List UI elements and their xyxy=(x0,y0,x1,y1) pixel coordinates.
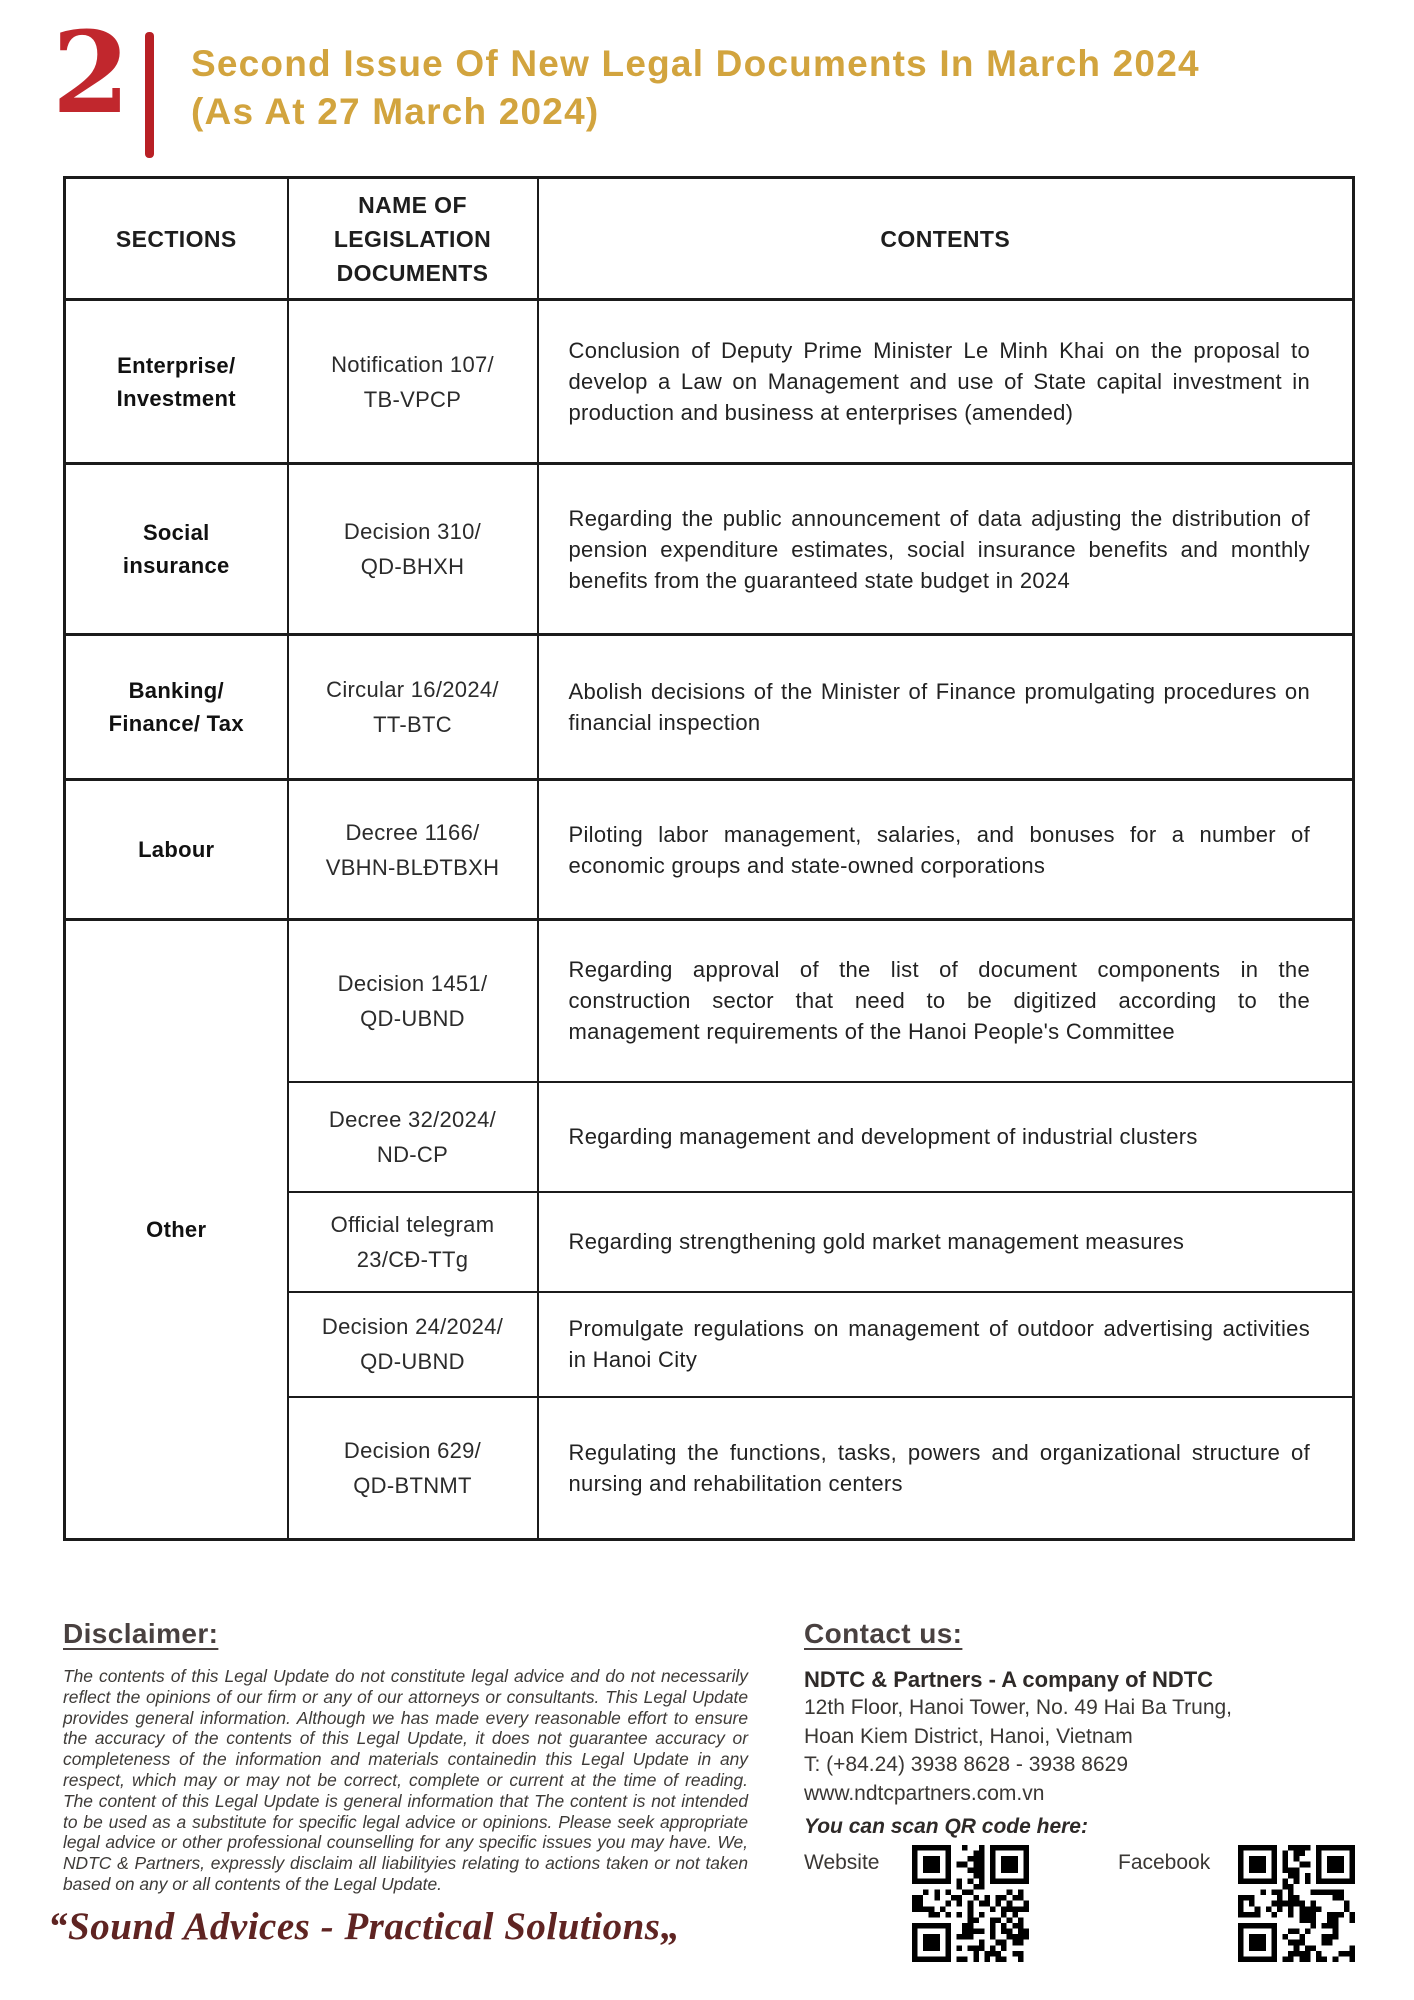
section-cell-social-insurance: Social insurance xyxy=(65,464,288,635)
page-title-line1: Second Issue Of New Legal Documents In March 2024 xyxy=(191,43,1200,84)
qr-row xyxy=(804,1845,1369,1975)
table-row xyxy=(65,635,1354,780)
table-row xyxy=(65,780,1354,920)
contents-cell: Abolish decisions of the Minister of Finance promulgating procedures on financial inspection xyxy=(538,635,1354,780)
red-accent-bar xyxy=(145,32,154,158)
document-name-cell: Notification 107/ TB-VPCP xyxy=(288,300,538,464)
page-title-line2: (As At 27 March 2024) xyxy=(191,91,600,132)
website-qr-code xyxy=(912,1845,1029,1962)
facebook-qr-label: Facebook xyxy=(1118,1851,1211,1874)
table-row xyxy=(65,920,1354,1082)
section-cell-labour: Labour xyxy=(65,780,288,920)
contents-cell: Promulgate regulations on management of outdoor advertising activities in Hanoi City xyxy=(538,1292,1354,1397)
document-name-cell: Decision 310/ QD-BHXH xyxy=(288,464,538,635)
website-url[interactable]: www.ndtcpartners.com.vn xyxy=(804,1781,1045,1805)
column-header-legislation-documents: NAME OF LEGISLATION DOCUMENTS xyxy=(288,178,538,300)
legislation-table xyxy=(63,176,1355,1541)
facebook-qr-code xyxy=(1238,1845,1355,1962)
document-name-cell: Decree 32/2024/ ND-CP xyxy=(288,1082,538,1192)
section-cell-enterprise-investment: Enterprise/ Investment xyxy=(65,300,288,464)
disclaimer-section xyxy=(63,1618,748,1895)
disclaimer-body: The contents of this Legal Update do not constitute legal advice and do not necessarily reflect the opinions of our firm or any of our attorneys or consultants. This Legal Update provides general information. Although we has made every reasonable effort to ensure the accuracy of the contents of this Legal Update, it does not guarantee accuracy or completeness of the information and materials containedin this Legal Update in any respect, which may or may not be correct, complete or current at the time of reading. The content of this Legal Update is general information that The content is not intended to be used as a substitute for specific legal advice or opinions. Please seek appropriate legal advice or other professional counselling for any specific issues you may have. We, NDTC & Partners, expressly disclaim all liabilityies relating to actions taken or not taken based on any or all contents of the Legal Update. xyxy=(63,1666,748,1894)
document-name-cell: Decision 629/ QD-BTNMT xyxy=(288,1397,538,1540)
phone-number: T: (+84.24) 3938 8628 - 3938 8629 xyxy=(804,1753,1129,1776)
section-cell-other: Other xyxy=(65,920,288,1540)
document-name-cell: Decision 24/2024/ QD-UBND xyxy=(288,1292,538,1397)
tagline: “Sound Advices - Practical Solutions„ xyxy=(48,1905,681,1948)
table-row xyxy=(65,464,1354,635)
contents-cell: Regarding management and development of industrial clusters xyxy=(538,1082,1354,1192)
address-line-1: 12th Floor, Hanoi Tower, No. 49 Hai Ba Trung, xyxy=(804,1696,1233,1719)
page-title xyxy=(191,40,1341,136)
disclaimer-heading: Disclaimer: xyxy=(63,1618,219,1649)
contents-cell: Regarding the public announcement of data adjusting the distribution of pension expenditure estimates, social insurance benefits and monthly benefits from the guaranteed state budget in 2024 xyxy=(538,464,1354,635)
company-name: NDTC & Partners - A company of NDTC xyxy=(804,1667,1214,1692)
contents-cell: Piloting labor management, salaries, and bonuses for a number of economic groups and state-owned corporations xyxy=(538,780,1354,920)
page-number: 2 xyxy=(52,8,130,139)
column-header-contents: CONTENTS xyxy=(538,178,1354,300)
qr-prompt: You can scan QR code here: xyxy=(804,1815,1088,1838)
document-name-cell: Decree 1166/ VBHN-BLĐTBXH xyxy=(288,780,538,920)
column-header-sections: SECTIONS xyxy=(65,178,288,300)
section-cell-banking-finance-tax: Banking/ Finance/ Tax xyxy=(65,635,288,780)
website-qr-label: Website xyxy=(804,1851,880,1874)
contents-cell: Regulating the functions, tasks, powers and organizational structure of nursing and rehabilitation centers xyxy=(538,1397,1354,1540)
contents-cell: Regarding approval of the list of document components in the construction sector that need to be digitized according to the management requirements of the Hanoi People's Committee xyxy=(538,920,1354,1082)
contents-cell: Conclusion of Deputy Prime Minister Le Minh Khai on the proposal to develop a Law on Management and use of State capital investment in production and business at enterprises (amended) xyxy=(538,300,1354,464)
table-row xyxy=(65,300,1354,464)
contents-cell: Regarding strengthening gold market management measures xyxy=(538,1192,1354,1292)
document-name-cell: Circular 16/2024/ TT-BTC xyxy=(288,635,538,780)
contact-section xyxy=(804,1618,1369,1975)
contact-heading: Contact us: xyxy=(804,1618,963,1649)
table-header-row xyxy=(65,178,1354,300)
address-line-2: Hoan Kiem District, Hanoi, Vietnam xyxy=(804,1724,1133,1748)
document-name-cell: Decision 1451/ QD-UBND xyxy=(288,920,538,1082)
document-name-cell: Official telegram 23/CĐ-TTg xyxy=(288,1192,538,1292)
